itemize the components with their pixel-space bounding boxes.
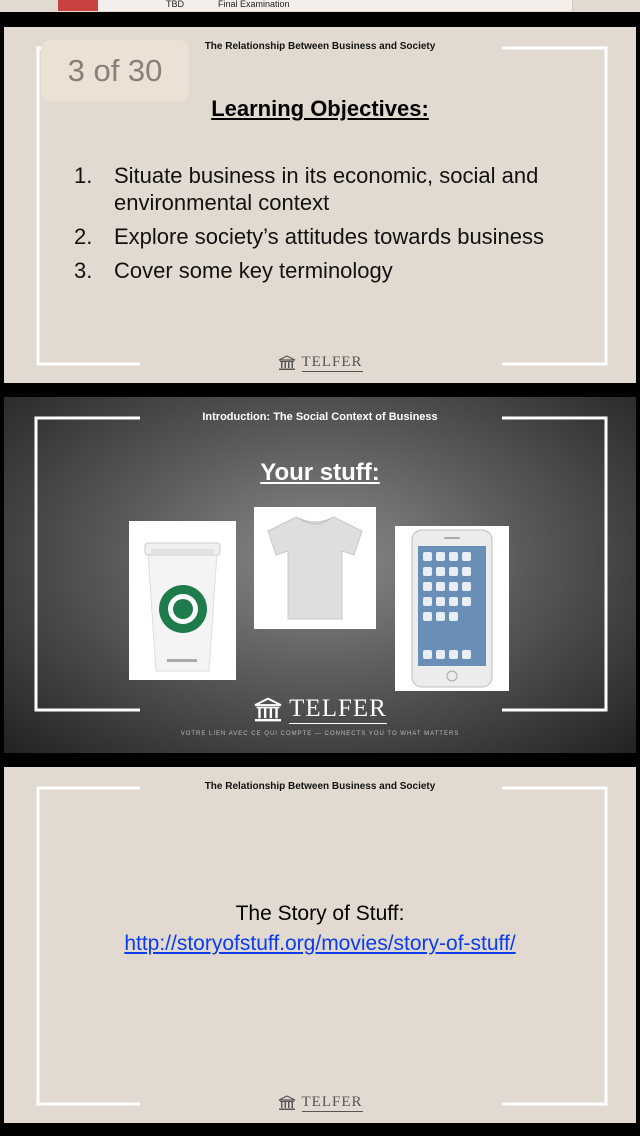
table-red-cell [58, 0, 98, 11]
slide-story-of-stuff[interactable] [4, 767, 636, 1123]
slide-learning-objectives[interactable] [4, 27, 636, 383]
telfer-logo [4, 1094, 636, 1112]
building-icon [278, 1095, 296, 1111]
slide-header: The Relationship Between Business and Society [204, 41, 436, 52]
slide-header: The Relationship Between Business and Society [204, 781, 436, 792]
slide-title: Learning Objectives: [211, 96, 429, 121]
previous-slide-table-strip [0, 0, 640, 27]
story-of-stuff-label: The Story of Stuff: [235, 902, 405, 925]
slide-header: Introduction: The Social Context of Business [202, 411, 438, 423]
building-icon [278, 355, 296, 371]
telfer-logo-text: TELFER [301, 354, 363, 370]
table-event-cell: Final Examination [218, 0, 290, 9]
smartphone-image [395, 526, 509, 691]
table-date-cell: TBD [166, 0, 184, 9]
tshirt-image [254, 507, 376, 629]
story-of-stuff-link[interactable]: http://storyofstuff.org/movies/story-of-stuff/ [124, 932, 516, 955]
telfer-logo-text: TELFER [289, 695, 387, 722]
objective-item: 2. Explore society’s attitudes towards business [74, 224, 545, 249]
slide-your-stuff[interactable] [4, 397, 636, 753]
objective-item: 1. Situate business in its economic, social and environmental context [74, 163, 539, 215]
telfer-logo [4, 695, 636, 724]
slide-title: Your stuff: [260, 459, 380, 486]
telfer-logo [4, 354, 636, 372]
telfer-logo-text: TELFER [301, 1094, 363, 1110]
schedule-table [58, 0, 573, 11]
telfer-tagline: VOTRE LIEN AVEC CE QUI COMPTE — CONNECTS YOU TO WHAT MATTERS [180, 731, 460, 737]
objective-item: 3. Cover some key terminology [74, 258, 393, 283]
objectives-list [74, 162, 574, 291]
coffee-cup-image [129, 521, 236, 680]
building-icon [253, 697, 283, 723]
slide-counter-badge: 3 of 30 [41, 40, 189, 101]
